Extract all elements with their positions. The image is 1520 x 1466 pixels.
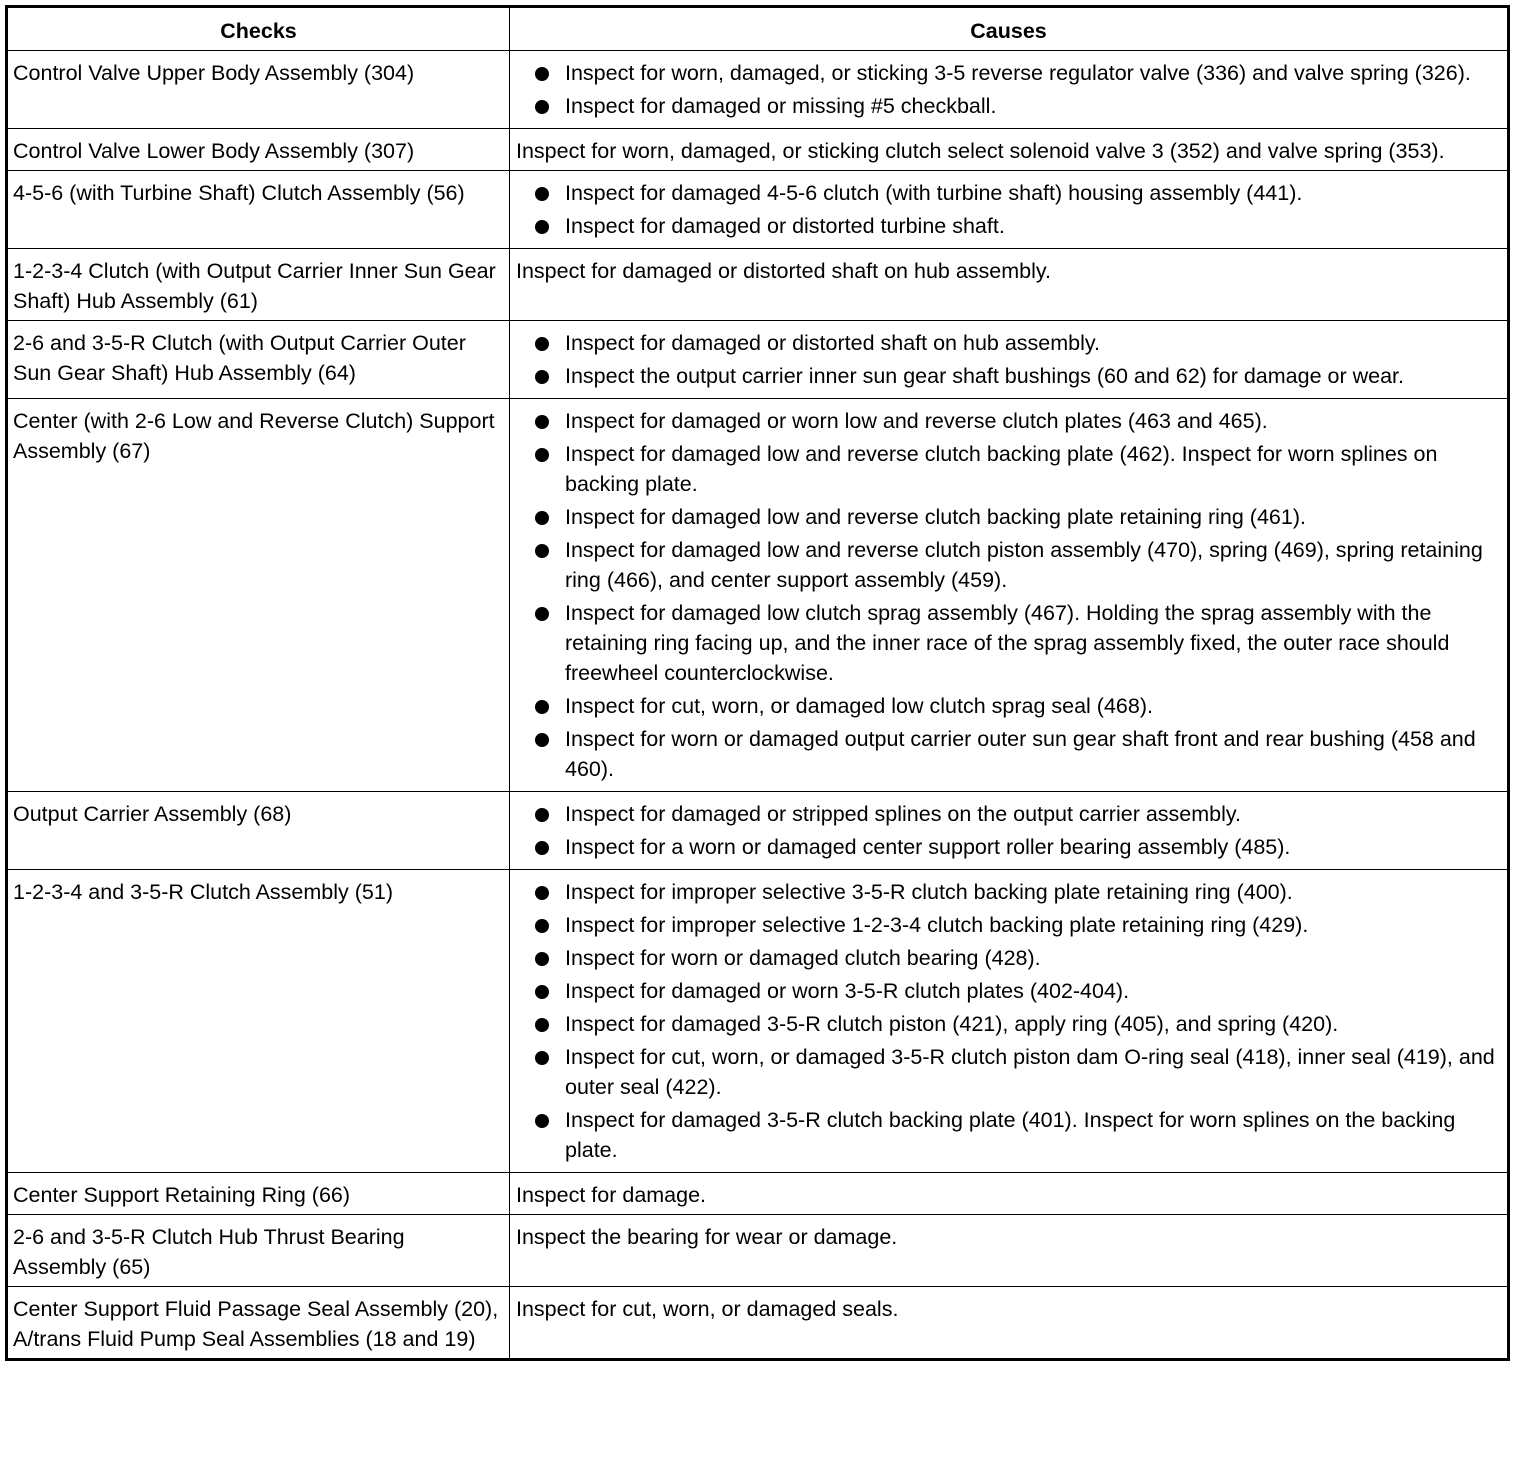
header-row <box>7 7 1509 51</box>
cause-item: Inspect for damaged or stripped splines on the output carrier assembly. <box>516 799 1497 829</box>
cause-item: Inspect for worn or damaged clutch bearing (428). <box>516 943 1497 973</box>
cause-item: Inspect for damaged 3-5-R clutch piston (421), apply ring (405), and spring (420). <box>516 1009 1497 1039</box>
check-cell: Center Support Fluid Passage Seal Assembly (20), A/trans Fluid Pump Seal Assemblies (18 and 19) <box>7 1287 510 1360</box>
causes-cell <box>510 171 1509 249</box>
cause-item: Inspect for damaged low and reverse clutch piston assembly (470), spring (469), spring retaining ring (466), and center support assembly (459). <box>516 535 1497 595</box>
table-row <box>7 129 1509 171</box>
page <box>5 5 1510 1361</box>
table-row <box>7 1215 1509 1287</box>
cause-list <box>516 328 1497 391</box>
cause-list <box>516 799 1497 862</box>
table-row <box>7 171 1509 249</box>
cause-item: Inspect for cut, worn, or damaged low clutch sprag seal (468). <box>516 691 1497 721</box>
table-row <box>7 321 1509 399</box>
check-cell: 2-6 and 3-5-R Clutch Hub Thrust Bearing Assembly (65) <box>7 1215 510 1287</box>
cause-item: Inspect for damaged or distorted turbine shaft. <box>516 211 1497 241</box>
cause-list <box>516 877 1497 1165</box>
header-checks: Checks <box>7 7 510 51</box>
checks-causes-table <box>5 5 1510 1361</box>
causes-cell: Inspect the bearing for wear or damage. <box>510 1215 1509 1287</box>
causes-cell: Inspect for damage. <box>510 1173 1509 1215</box>
causes-cell <box>510 321 1509 399</box>
table-row <box>7 399 1509 792</box>
cause-item: Inspect for damaged or worn low and reverse clutch plates (463 and 465). <box>516 406 1497 436</box>
check-cell: Center (with 2-6 Low and Reverse Clutch) Support Assembly (67) <box>7 399 510 792</box>
check-cell: 2-6 and 3-5-R Clutch (with Output Carrier Outer Sun Gear Shaft) Hub Assembly (64) <box>7 321 510 399</box>
cause-item: Inspect for damaged low and reverse clutch backing plate retaining ring (461). <box>516 502 1497 532</box>
cause-item: Inspect for damaged 4-5-6 clutch (with turbine shaft) housing assembly (441). <box>516 178 1497 208</box>
check-cell: Control Valve Upper Body Assembly (304) <box>7 51 510 129</box>
cause-item: Inspect for damaged or missing #5 checkball. <box>516 91 1497 121</box>
cause-list <box>516 406 1497 784</box>
check-cell: 4-5-6 (with Turbine Shaft) Clutch Assembly (56) <box>7 171 510 249</box>
causes-cell <box>510 792 1509 870</box>
cause-item: Inspect for cut, worn, or damaged 3-5-R clutch piston dam O-ring seal (418), inner seal (419), and outer seal (422). <box>516 1042 1497 1102</box>
check-cell: 1-2-3-4 Clutch (with Output Carrier Inner Sun Gear Shaft) Hub Assembly (61) <box>7 249 510 321</box>
causes-cell <box>510 51 1509 129</box>
cause-item: Inspect for improper selective 1-2-3-4 clutch backing plate retaining ring (429). <box>516 910 1497 940</box>
causes-cell <box>510 870 1509 1173</box>
table-row <box>7 51 1509 129</box>
causes-cell: Inspect for cut, worn, or damaged seals. <box>510 1287 1509 1360</box>
header-causes: Causes <box>510 7 1509 51</box>
cause-item: Inspect for damaged low clutch sprag assembly (467). Holding the sprag assembly with the retaining ring facing up, and the inner race of the sprag assembly fixed, the outer race should freewheel counterclockwise. <box>516 598 1497 688</box>
cause-item: Inspect for damaged or distorted shaft on hub assembly. <box>516 328 1497 358</box>
causes-cell <box>510 399 1509 792</box>
check-cell: Control Valve Lower Body Assembly (307) <box>7 129 510 171</box>
cause-item: Inspect the output carrier inner sun gear shaft bushings (60 and 62) for damage or wear. <box>516 361 1497 391</box>
causes-cell: Inspect for worn, damaged, or sticking clutch select solenoid valve 3 (352) and valve spring (353). <box>510 129 1509 171</box>
cause-item: Inspect for damaged low and reverse clutch backing plate (462). Inspect for worn splines on backing plate. <box>516 439 1497 499</box>
cause-item: Inspect for worn or damaged output carrier outer sun gear shaft front and rear bushing (458 and 460). <box>516 724 1497 784</box>
table-row <box>7 1173 1509 1215</box>
cause-list <box>516 58 1497 121</box>
causes-cell: Inspect for damaged or distorted shaft on hub assembly. <box>510 249 1509 321</box>
cause-list <box>516 178 1497 241</box>
table-row <box>7 870 1509 1173</box>
cause-item: Inspect for a worn or damaged center support roller bearing assembly (485). <box>516 832 1497 862</box>
check-cell: Center Support Retaining Ring (66) <box>7 1173 510 1215</box>
table-row <box>7 792 1509 870</box>
cause-item: Inspect for improper selective 3-5-R clutch backing plate retaining ring (400). <box>516 877 1497 907</box>
table-row <box>7 249 1509 321</box>
cause-item: Inspect for damaged or worn 3-5-R clutch plates (402-404). <box>516 976 1497 1006</box>
check-cell: Output Carrier Assembly (68) <box>7 792 510 870</box>
table-row <box>7 1287 1509 1360</box>
check-cell: 1-2-3-4 and 3-5-R Clutch Assembly (51) <box>7 870 510 1173</box>
cause-item: Inspect for worn, damaged, or sticking 3-5 reverse regulator valve (336) and valve spring (326). <box>516 58 1497 88</box>
cause-item: Inspect for damaged 3-5-R clutch backing plate (401). Inspect for worn splines on the backing plate. <box>516 1105 1497 1165</box>
